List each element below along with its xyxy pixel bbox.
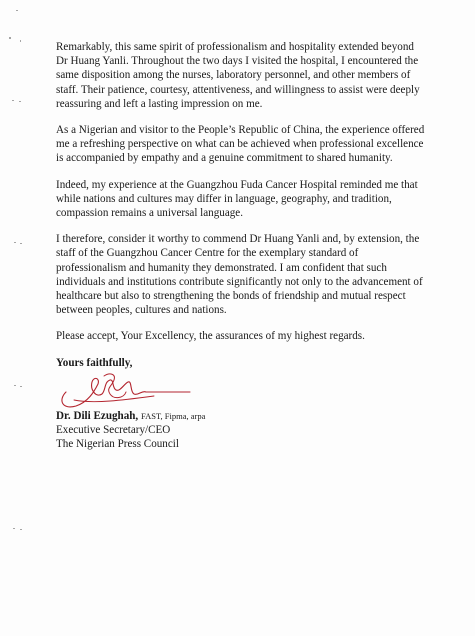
signatory-line bbox=[56, 409, 205, 423]
body-paragraph: Indeed, my experience at the Guangzhou Fuda Cancer Hospital reminded me that while nations and cultures may differ in language, geography, and tradition, compassion remains a universal language. bbox=[56, 178, 418, 220]
body-paragraph: Remarkably, this same spirit of professionalism and hospitality extended beyond Dr Huang Yanli. Throughout the two days I visited the hospital, I encountered the same disposition among the nurses, laboratory personnel, and other members of staff. Their patience, courtesy, attentiveness, and willingness to assist were deeply reassuring and left a lasting impression on me. bbox=[56, 41, 420, 110]
signature-block bbox=[56, 409, 205, 452]
signatory-credentials: FAST, Fipma, arpa bbox=[140, 411, 206, 421]
scan-speck bbox=[14, 242, 16, 243]
scan-speck bbox=[20, 529, 22, 530]
body-paragraph: I therefore, consider it worthy to commend Dr Huang Yanli and, by extension, the staff of the Guangzhou Cancer Centre for the exemplary standard of professionalism and humanity they demonstrated. I am confident that such individuals and institutions contribute significantly not only to the advancement of healthcare but also to strengthening the bonds of friendship and mutual respect between peoples, cultures and nations. bbox=[56, 233, 423, 317]
scan-speck bbox=[20, 386, 22, 387]
scan-speck bbox=[16, 10, 18, 11]
scan-speck bbox=[12, 100, 14, 101]
scan-speck bbox=[19, 101, 21, 102]
signatory-organization: The Nigerian Press Council bbox=[56, 438, 179, 451]
scan-speck bbox=[13, 528, 15, 529]
scan-speck bbox=[20, 243, 22, 244]
body-paragraph: As a Nigerian and visitor to the People’s Republic of China, the experience offered me a refreshing perspective on what can be achieved when professional excellence is accompanied by empathy and a genuine commitment to shared humanity. bbox=[56, 124, 425, 165]
letter-body bbox=[56, 40, 426, 370]
scan-speck bbox=[14, 385, 16, 386]
body-paragraph: Please accept, Your Excellency, the assurances of my highest regards. bbox=[56, 330, 365, 343]
scan-speck bbox=[9, 37, 11, 39]
signatory-name: Dr. Dili Ezughah, bbox=[56, 410, 139, 422]
handwritten-signature bbox=[54, 370, 194, 414]
closing-salutation: Yours faithfully, bbox=[56, 356, 133, 369]
signatory-title: Executive Secretary/CEO bbox=[56, 424, 171, 437]
scan-speck bbox=[20, 40, 21, 42]
